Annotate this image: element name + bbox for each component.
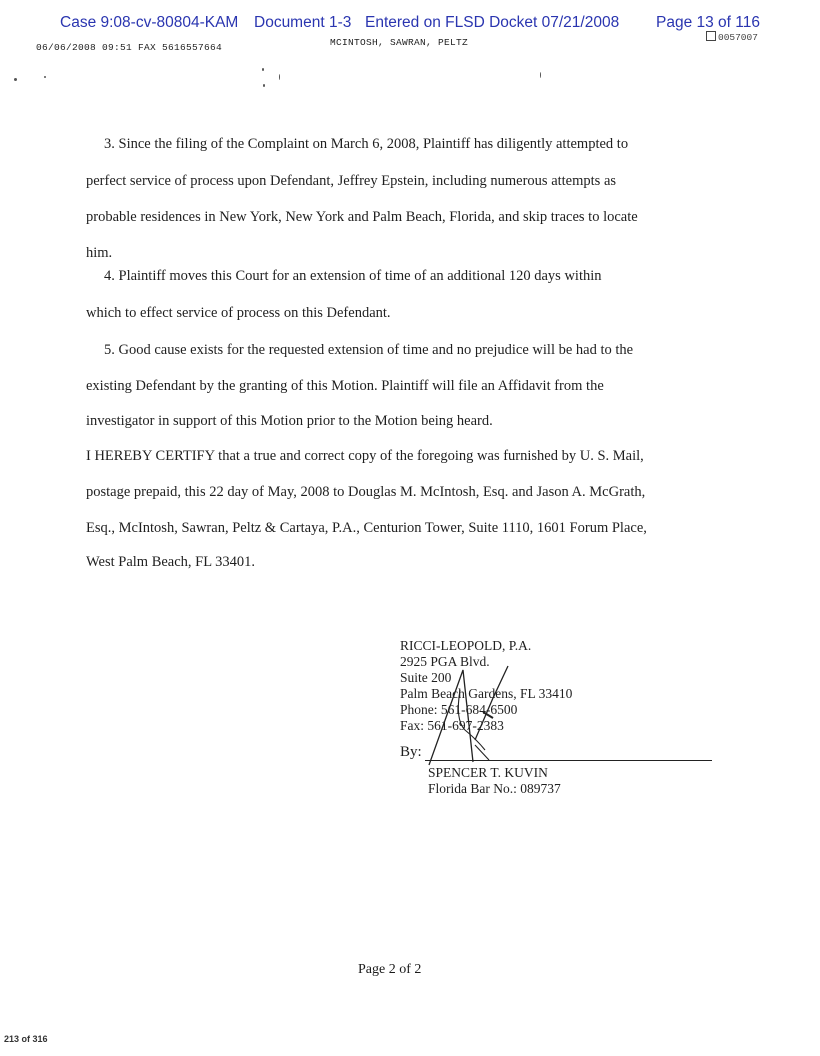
paragraph-3-line-1: 3. Since the filing of the Complaint on March 6, 2008, Plaintiff has diligently attempted to [104, 136, 629, 152]
signature-firm: RICCI-LEOPOLD, P.A. [400, 638, 532, 653]
fax-page-label: 0057007 [718, 32, 758, 43]
certificate-line-4: West Palm Beach, FL 33401. [86, 554, 256, 570]
signature-phone: Phone: 561-684-6500 [400, 702, 518, 717]
footer-document-count: 213 of 316 [4, 1034, 48, 1044]
scan-speck [44, 76, 46, 78]
signature-address-1: 2925 PGA Blvd. [400, 654, 490, 669]
fax-page-number [706, 31, 758, 43]
footer-page-number: Page 2 of 2 [358, 962, 422, 977]
paragraph-3-line-4: him. [86, 245, 113, 261]
signature-city: Palm Beach Gardens, FL 33410 [400, 686, 573, 701]
signature-address-2: Suite 200 [400, 670, 452, 685]
scan-speck [540, 72, 541, 78]
page-count: Page 13 of 116 [656, 14, 760, 31]
paragraph-5-line-2: existing Defendant by the granting of this Motion. Plaintiff will file an Affidavit from the [86, 378, 604, 394]
signature-fax: Fax: 561-697-2383 [400, 718, 504, 733]
fax-datetime: 06/06/2008 09:51 FAX 5616557664 [36, 42, 223, 53]
paragraph-5-line-3: investigator in support of this Motion prior to the Motion being heard. [86, 413, 493, 429]
scan-speck [262, 68, 264, 71]
scan-speck [14, 78, 17, 81]
paragraph-3-line-2: perfect service of process upon Defendant, Jeffrey Epstein, including numerous attempts as [86, 173, 617, 189]
scan-speck [263, 84, 265, 87]
signer-name: SPENCER T. KUVIN [428, 765, 548, 780]
certificate-line-2: postage prepaid, this 22 day of May, 2008 to Douglas M. McIntosh, Esq. and Jason A. McGrath, [86, 484, 646, 500]
case-number: Case 9:08-cv-80804-KAM [60, 14, 239, 31]
paragraph-4-line-1: 4. Plaintiff moves this Court for an extension of time of an additional 120 days within [104, 268, 602, 284]
handwritten-signature [415, 660, 525, 770]
paragraph-3-line-3: probable residences in New York, New York and Palm Beach, Florida, and skip traces to locate [86, 209, 638, 225]
document-number: Document 1-3 [254, 14, 352, 31]
fax-page-icon [706, 31, 716, 41]
paragraph-4-line-2: which to effect service of process on this Defendant. [86, 305, 391, 321]
entered-on-docket: Entered on FLSD Docket 07/21/2008 [365, 14, 620, 31]
fax-firm: MCINTOSH, SAWRAN, PELTZ [330, 37, 469, 48]
paragraph-5-line-1: 5. Good cause exists for the requested extension of time and no prejudice will be had to the [104, 342, 634, 358]
signature-by-label: By: [400, 744, 422, 760]
certificate-line-1: I HEREBY CERTIFY that a true and correct copy of the foregoing was furnished by U. S. Mail, [86, 448, 644, 464]
florida-bar-number: Florida Bar No.: 089737 [428, 781, 561, 796]
certificate-line-3: Esq., McIntosh, Sawran, Peltz & Cartaya, P.A., Centurion Tower, Suite 1110, 1601 Forum Place, [86, 520, 647, 536]
scan-speck [279, 74, 280, 80]
